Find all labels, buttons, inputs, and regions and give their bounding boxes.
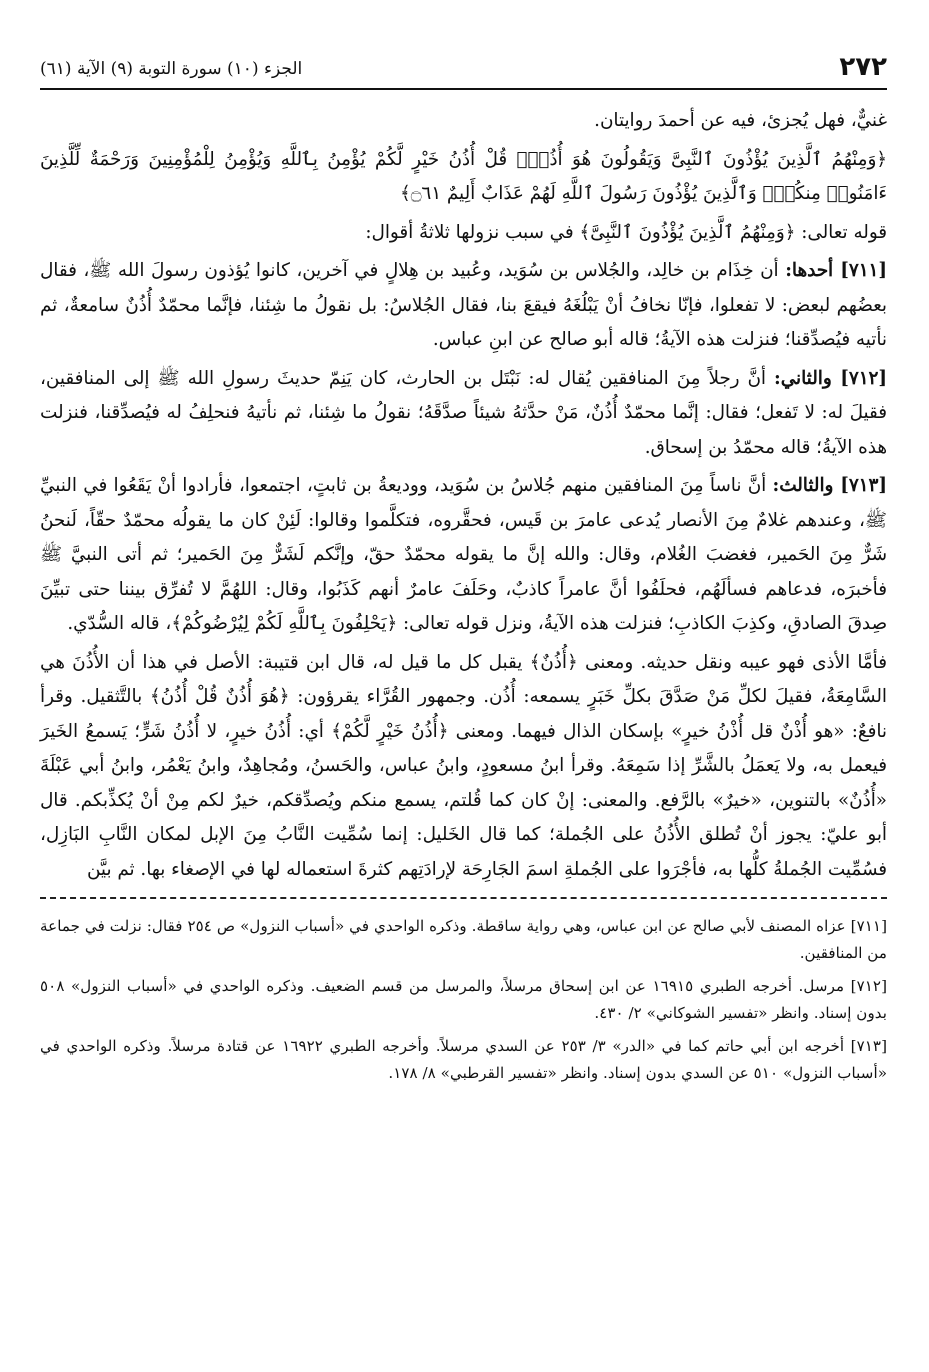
footnote-separator <box>40 897 887 899</box>
footnote-712: [٧١٢] مرسل. أخرجه الطبري ١٦٩١٥ عن ابن إسحاق مرسلاً، والمرسل من قسم الضعيف. وذكره الواحدي في «أسباب النزول» ٥٠٨ بدون إسناد. وانظر «تفسير الشوكاني» ٢/ ٤٣٠. <box>40 977 888 1022</box>
paragraph-713 <box>40 469 887 642</box>
quran-verse: ﴿وَمِنْهُمُ ٱلَّذِينَ يُؤْذُونَ ٱلنَّبِىَّ وَيَقُولُونَ هُوَ أُذُنٌۚ قُلْ أُذُنُ خَيْرٍ لَّكُمْ يُؤْمِنُ بِٱللَّهِ وَيُؤْمِنُ لِلْمُؤْمِنِينَ وَرَحْمَةٌ لِّلَّذِينَ ءَامَنُوا۟ مِنكُمْۚ وَٱلَّذِينَ يُؤْذُونَ رَسُولَ ٱللَّهِ لَهُمْ عَذَابٌ أَلِيمٌ ۝٦١﴾ <box>40 148 887 204</box>
meaning-paragraph: فأمَّا الأذى فهو عيبه ونقل حديثه. ومعنى ﴿أُذُنٌ﴾ يقبل كل ما قيل له، قال ابن قتيبة: الأصل في هذا أن الأُذُنَ هي السَّامِعَةُ، فقيلَ لكلِّ مَنْ صَدَّقَ بكلِّ خَبَرٍ يسمعه: أُذُن. وجمهور القُرَّاء يقرؤون: ﴿هُوَ أُذُنٌ قُلْ أُذُنُ﴾ بالتَّثقيل. وقرأ نافعٌ: «هو أُذْنٌ قل أُذْنُ خيرٍ» بإسكان الذال فيهما. ومعنى ﴿أُذُنُ خَيْرٍ لَّكُمْ﴾ أي: أُذُنُ خيرٍ، لا أُذُنُ شَرٍّ؛ يَسمعُ الخَيرَ فيعمل به، ولا يَعمَلُ بالشَّرِّ إذا سَمِعَهُ. وقرأ ابنُ مسعودٍ، وابنُ عباس، والحَسنُ، ومُجاهِدٌ، وابنُ يَعْمُر، وابنُ أبي عَبْلَةَ «أُذُنٌ» بالتنوين، «خيرٌ» بالرَّفع. والمعنى: إنْ كان كما قُلتم، يسمع منكم ويُصدِّقكم، خيرٌ لكم مِنْ أنْ يُكذِّبكم. قال أبو عليّ: يجوز أنْ تُطلق الأُذُنُ على الجُملة؛ كما قال الخَليل: إنما سُمِّيت النَّابُ مِنَ الإبل لمكان النَّابِ البَازِل، فسُمِّيت الجُملةُ كلُّها به، فأجْرَوا على الجُملةِ اسمَ الجَارِحَة لإرادَتِهم كثرةَ استعماله لها في الإصغاء بها. ثم بيَّن <box>40 651 887 880</box>
intro-paragraph: غنيٌّ، فهل يُجزئ، فيه عن أحمدَ روايتان. <box>594 110 887 131</box>
paragraph-711-label: [٧١١] أحدها: <box>785 260 888 281</box>
header-rule <box>40 88 887 90</box>
page-number: ٢٧٢ <box>839 52 887 82</box>
paragraph-713-label: [٧١٣] والثالث: <box>772 475 887 496</box>
paragraph-711-text: أن خِذَام بن خالِد، والجُلاس بن سُوَيد، وعُبيد بن هِلالٍ في آخرين، كانوا يُؤذون رسولَ الله ﷺ، فقال بعضُهم لبعض: لا تفعلوا، فإنّا نخافُ أنْ يَبْلُغَهُ فيقعَ بنا، فقال الجُلاسُ: بل نقولُ ما شِئنا، فإنَّما محمّدٌ أُذُنٌ سامعةٌ، ثم نأتيه فيُصدِّقنا؛ فنزلت هذه الآيةُ؛ قاله أبو صالح عن ابنِ عباس. <box>40 260 887 350</box>
paragraph-713-text: أنَّ ناساً مِنَ المنافقين منهم جُلاسُ بن سُوَيد، ووديعةُ بن ثابتٍ، اجتمعوا، فأرادوا أنْ يَقَعُوا في النبيِّ ﷺ، وعندهم غلامٌ مِنَ الأنصار يُدعى عامرَ بن قَيس، فحقَّروه، فتكلَّموا وقالوا: لَئِنْ كان ما يقولُه محمّدٌ حقّاً، لَنحنُ شَرٌّ مِنَ الحَمير، فغضبَ الغُلام، وقال: والله إنَّ ما يقوله محمّدٌ حقّ، وإنَّكم لَشَرٌّ مِنَ الحَمير؛ ثم أتى النبيَّ ﷺ فأخبرَه، فدعاهم فسألَهُم، فحلَفُوا أنَّ عامراً كاذبٌ، وحَلَفَ عامرٌ أنهم كَذَبُوا، وقال: اللهُمَّ لا تُفرِّق بيننا حتى تبيِّنَ صِدقَ الصادقِ، وكذِبَ الكاذبِ؛ فنزلت هذه الآيةُ، ونزل قوله تعالى: ﴿يَحْلِفُونَ بِٱللَّهِ لَكُمْ لِيُرْضُوكُمْ﴾، قاله السُّدّي. <box>40 475 887 634</box>
paragraph-712-label: [٧١٢] والثاني: <box>774 367 887 389</box>
running-head: الجزء (١٠) سورة التوبة (٩) الآية (٦١) <box>40 59 303 79</box>
footnote-711: [٧١١] عزاه المصنف لأبي صالح عن ابن عباس، وهي رواية ساقطة. وذكره الواحدي في «أسباب النزول» ص ٢٥٤ فقال: نزلت في جماعة من المنافقين. <box>40 917 887 962</box>
paragraph-711 <box>40 254 887 358</box>
book-page <box>40 40 887 1352</box>
footnotes <box>40 913 887 1087</box>
paragraph-712-text: أنَّ رجلاً مِنَ المنافقين يُقال له: نَبْتَل بن الحارث، كان يَنِمّ حديثَ رسولِ الله ﷺ إلى المنافقين، فقيلَ له: لا تَفعل؛ فقال: إنَّما محمّدٌ أُذُنٌ، مَنْ حدَّثهُ شيئاً صدَّقَهُ؛ نقولُ ما شِئنا، ثم نأتيهُ فنحلِفُ له فيُصدِّقنا، فنزلت هذه الآيةُ؛ قاله محمّدُ بن إسحاق. <box>40 367 887 458</box>
opening-paragraph: قوله تعالى: ﴿وَمِنْهُمُ ٱلَّذِينَ يُؤْذُونَ ٱلنَّبِىَّ﴾ في سبب نزولها ثلاثةُ أقوال: <box>365 221 887 243</box>
footnote-713: [٧١٣] أخرجه ابن أبي حاتم كما في «الدر» ٣/ ٢٥٣ عن السدي مرسلاً. وأخرجه الطبري ١٦٩٢٢ عن قتادة مرسلاً. وذكره الواحدي في «أسباب النزول» ٥١٠ عن السدي بدون إسناد. وانظر «تفسير القرطبي» ٨/ ١٧٨. <box>40 1037 888 1082</box>
page-header <box>40 40 887 82</box>
main-text <box>40 104 887 887</box>
paragraph-712 <box>40 362 887 466</box>
